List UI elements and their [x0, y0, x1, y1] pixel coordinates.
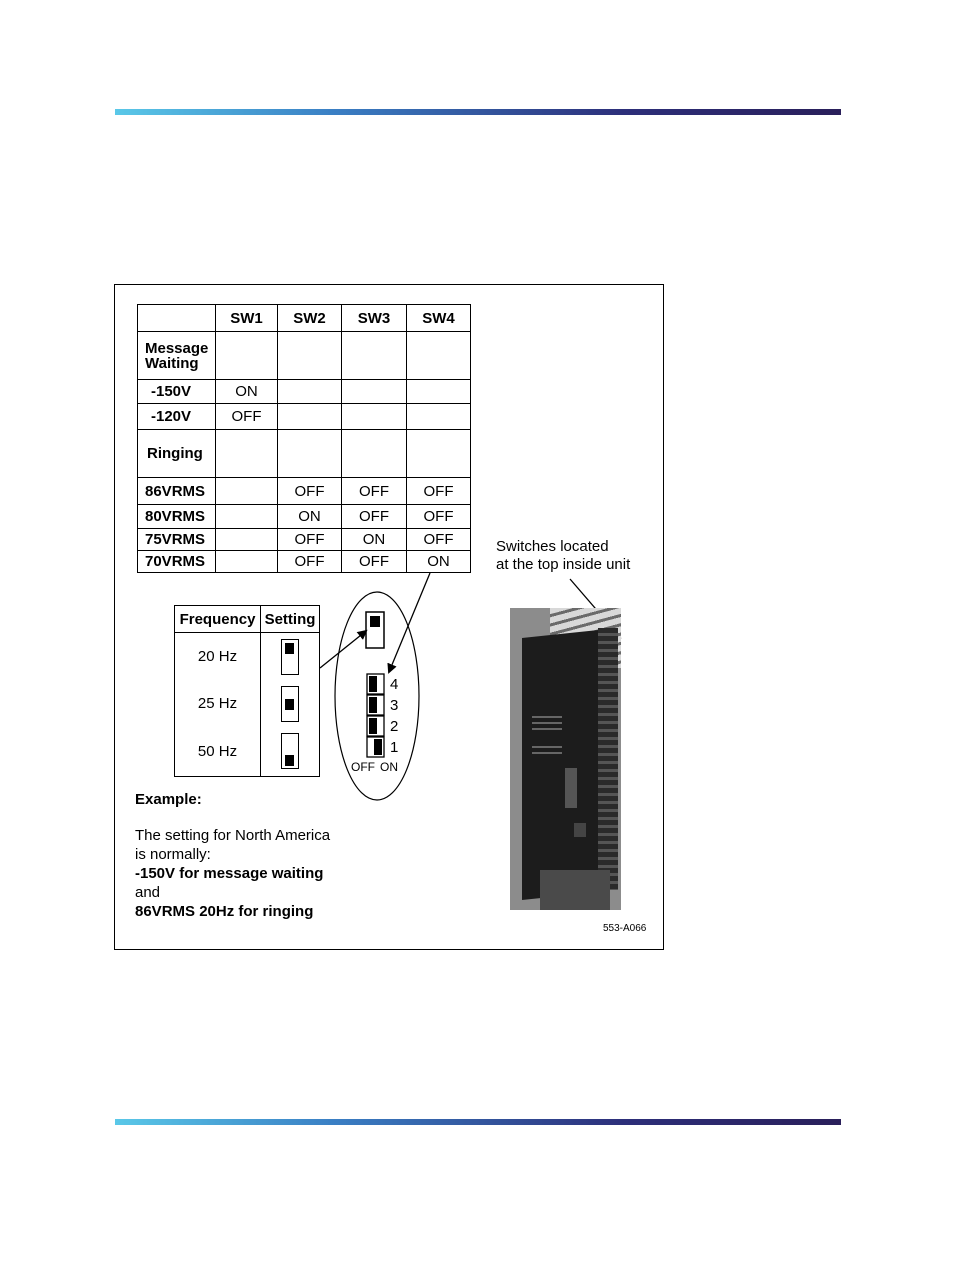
- table-header-row: [138, 305, 471, 332]
- detail-oval: [335, 592, 419, 800]
- table-cell: [407, 380, 471, 404]
- table-cell: OFF: [216, 404, 278, 430]
- table-row: [138, 529, 471, 551]
- frequency-label: 20 Hz: [175, 633, 261, 681]
- header-cell: SW1: [216, 305, 278, 332]
- row-label: -120V: [138, 404, 216, 430]
- off-label: OFF: [351, 760, 375, 774]
- example-text: The setting for North America: [135, 827, 331, 844]
- table-cell: [216, 478, 278, 505]
- table-row: [138, 478, 471, 505]
- dip-switch-icon: [281, 733, 299, 769]
- frequency-label: 25 Hz: [175, 681, 261, 727]
- header-rule: [115, 109, 841, 115]
- table-cell: [278, 404, 342, 430]
- table-cell: [407, 430, 471, 478]
- header-cell: SW4: [407, 305, 471, 332]
- table-row: [138, 380, 471, 404]
- photo-caption: at the top inside unit: [496, 556, 631, 573]
- table-row: [138, 505, 471, 529]
- row-label: Ringing: [138, 430, 216, 478]
- row-label: -150V: [138, 380, 216, 404]
- example-text: and: [135, 884, 161, 901]
- header-cell: Frequency: [175, 606, 261, 633]
- table-cell: [342, 404, 407, 430]
- table-cell: [216, 430, 278, 478]
- table-cell: OFF: [278, 478, 342, 505]
- table-cell: [216, 529, 278, 551]
- table-cell: OFF: [407, 478, 471, 505]
- four-position-dip-switch-icon: [367, 674, 384, 757]
- switch-number-label: 1: [390, 739, 399, 756]
- switch-knob: [370, 616, 380, 627]
- frequency-label: 50 Hz: [175, 727, 261, 777]
- table-cell: OFF: [407, 505, 471, 529]
- row-label: Message Waiting: [138, 332, 216, 380]
- setting-cell: [261, 633, 320, 681]
- table-cell: ON: [342, 529, 407, 551]
- table-cell: [342, 332, 407, 380]
- frequency-switch-icon: [366, 612, 384, 648]
- table-row: [175, 727, 320, 777]
- switch-number-label: 3: [390, 697, 399, 714]
- table-cell: OFF: [278, 529, 342, 551]
- row-label: 75VRMS: [138, 529, 216, 551]
- table-cell: ON: [216, 380, 278, 404]
- table-cell: ON: [407, 551, 471, 573]
- header-cell: [138, 305, 216, 332]
- example-text: is normally:: [135, 846, 211, 863]
- table-cell: [278, 380, 342, 404]
- table-cell: [278, 430, 342, 478]
- table-cell: [278, 332, 342, 380]
- pointer-arrow: [320, 631, 366, 668]
- table-cell: [342, 380, 407, 404]
- dip-switch-icon: [281, 686, 299, 722]
- table-cell: OFF: [342, 551, 407, 573]
- dip-switch-icon: [281, 639, 299, 675]
- table-cell: OFF: [342, 478, 407, 505]
- unit-photo: [510, 608, 621, 910]
- table-row: [175, 681, 320, 727]
- figure-frame: [114, 284, 664, 950]
- switch-knob: [285, 699, 294, 710]
- table-row: [138, 551, 471, 573]
- switch-number-label: 2: [390, 718, 399, 735]
- example-text: -150V for message waiting: [135, 865, 324, 882]
- table-row: [138, 430, 471, 478]
- row-label: 70VRMS: [138, 551, 216, 573]
- table-cell: ON: [278, 505, 342, 529]
- switch-settings-table: [137, 304, 471, 573]
- example-text: 86VRMS 20Hz for ringing: [135, 903, 314, 920]
- table-cell: OFF: [407, 529, 471, 551]
- table-cell: [216, 332, 278, 380]
- frequency-table: [174, 605, 320, 777]
- switch-knob: [285, 755, 294, 766]
- table-row: [138, 404, 471, 430]
- table-row: [175, 633, 320, 681]
- switch-number-label: 4: [390, 676, 399, 693]
- header-cell: Setting: [261, 606, 320, 633]
- figure-id: 553-A066: [603, 923, 647, 934]
- table-cell: [216, 505, 278, 529]
- setting-cell: [261, 681, 320, 727]
- table-cell: OFF: [278, 551, 342, 573]
- on-label: ON: [380, 760, 398, 774]
- table-cell: [407, 332, 471, 380]
- table-row: [138, 332, 471, 380]
- table-cell: [342, 430, 407, 478]
- header-cell: SW2: [278, 305, 342, 332]
- pointer-arrow: [389, 573, 430, 672]
- row-label: 80VRMS: [138, 505, 216, 529]
- header-cell: SW3: [342, 305, 407, 332]
- photo-caption: Switches located: [496, 538, 609, 555]
- footer-rule: [115, 1119, 841, 1125]
- table-cell: OFF: [342, 505, 407, 529]
- table-header-row: [175, 606, 320, 633]
- table-cell: [407, 404, 471, 430]
- example-heading: Example:: [135, 791, 202, 808]
- switch-knob: [285, 643, 294, 654]
- row-label: 86VRMS: [138, 478, 216, 505]
- setting-cell: [261, 727, 320, 777]
- table-cell: [216, 551, 278, 573]
